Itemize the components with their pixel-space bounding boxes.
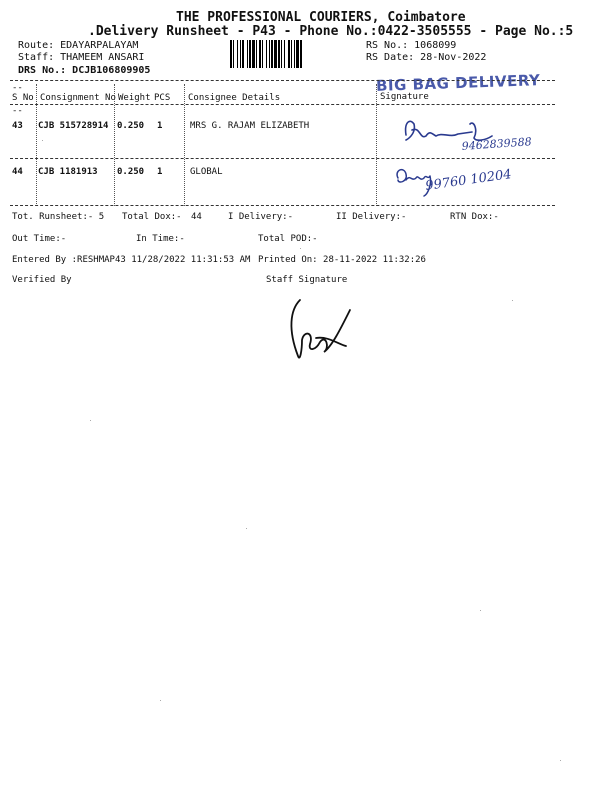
rs-number: RS No.: 1068099 (366, 40, 457, 51)
col-consignee: Consignee Details (188, 93, 281, 103)
scan-speck (480, 610, 481, 611)
staff-signature-image (280, 290, 360, 370)
route-label: Route: EDAYARPALAYAM (18, 40, 139, 51)
col-divider (376, 84, 377, 206)
row-sno: 44 (12, 167, 23, 177)
barcode-bar (269, 40, 270, 68)
scan-speck (160, 700, 161, 701)
row-sno: 43 (12, 121, 23, 131)
svg-text:99760 10204: 99760 10204 (424, 167, 513, 194)
row-weight: 0.250 (117, 167, 145, 177)
total-pod: Total POD:- (258, 234, 318, 244)
barcode-bar (294, 40, 295, 68)
barcode-bar (256, 40, 257, 68)
total-dox-label: Total Dox:- (122, 212, 182, 222)
barcode-bar (296, 40, 299, 68)
barcode-bar (242, 40, 244, 68)
scan-speck (90, 420, 91, 421)
barcode-bar (271, 40, 273, 68)
row-pcs: 1 (157, 121, 163, 131)
barcode-bar (284, 40, 285, 68)
table-top-rule (10, 80, 555, 81)
total-dox-value: 44 (191, 212, 202, 222)
staff-label: Staff: THAMEEM ANSARI (18, 52, 145, 63)
scan-speck (42, 140, 43, 141)
barcode-bar (240, 40, 241, 68)
barcode-bar (274, 40, 277, 68)
barcode-bar (252, 40, 255, 68)
verified-by: Verified By (12, 275, 72, 285)
col-divider (114, 84, 115, 206)
company-title: THE PROFESSIONAL COURIERS, Coimbatore (176, 10, 466, 25)
dash-mark: -- (12, 83, 23, 93)
table-bottom-rule (10, 205, 555, 206)
out-time: Out Time:- (12, 234, 67, 244)
barcode-image (230, 40, 356, 68)
entered-by: Entered By :RESHMAP43 11/28/2022 11:31:53 AM (12, 255, 251, 265)
col-weight: Weight (118, 93, 151, 103)
barcode-bar (230, 40, 232, 68)
barcode-bar (233, 40, 234, 68)
scan-speck (246, 528, 247, 529)
big-bag-delivery-stamp: BIG BAG DELIVERY (375, 71, 541, 95)
printed-on: Printed On: 28-11-2022 11:32:26 (258, 255, 426, 265)
barcode-bar (237, 40, 238, 68)
in-time: In Time:- (136, 234, 185, 244)
row-consignment: CJB 1181913 (38, 167, 98, 177)
barcode-bar (278, 40, 280, 68)
barcode-bar (291, 40, 292, 68)
col-pcs: PCS (154, 93, 171, 103)
scan-speck (512, 300, 513, 301)
row-consignee: MRS G. RAJAM ELIZABETH (190, 121, 310, 131)
row-pcs: 1 (157, 167, 163, 177)
barcode-bar (247, 40, 248, 68)
scan-speck (300, 248, 301, 249)
rs-date: RS Date: 28-Nov-2022 (366, 52, 487, 63)
ii-delivery: II Delivery:- (336, 212, 407, 222)
svg-text:9462839588: 9462839588 (461, 135, 533, 153)
handwritten-signature-row-44 (390, 160, 540, 206)
barcode-bar (266, 40, 267, 68)
row-rule (10, 158, 555, 159)
barcode-bar (300, 40, 302, 68)
col-divider (36, 84, 37, 206)
runsheet-title: .Delivery Runsheet - P43 - Phone No.:0422-3505555 - Page No.:5 (88, 24, 574, 39)
col-sno: S No (12, 93, 34, 103)
barcode-bar (259, 40, 261, 68)
handwritten-signature-row-43 (396, 110, 566, 155)
staff-signature-label: Staff Signature (266, 275, 348, 285)
scan-speck (560, 760, 561, 761)
barcode-bar (249, 40, 251, 68)
barcode-bar (262, 40, 263, 68)
header-rule (10, 104, 555, 105)
col-divider (184, 84, 185, 206)
row-weight: 0.250 (117, 121, 145, 131)
dash-mark: -- (12, 106, 23, 116)
tot-runsheet: Tot. Runsheet:- 5 (12, 212, 105, 222)
col-signature: Signature (380, 92, 429, 102)
drs-number: DRS No.: DCJB106809905 (18, 65, 151, 76)
barcode-bar (281, 40, 282, 68)
barcode-bar (288, 40, 290, 68)
row-consignment: CJB 515728914 (38, 121, 109, 131)
row-consignee: GLOBAL (190, 167, 223, 177)
rtn-dox: RTN Dox:- (450, 212, 499, 222)
i-delivery: I Delivery:- (228, 212, 294, 222)
col-consignment: Consignment No (40, 93, 116, 103)
